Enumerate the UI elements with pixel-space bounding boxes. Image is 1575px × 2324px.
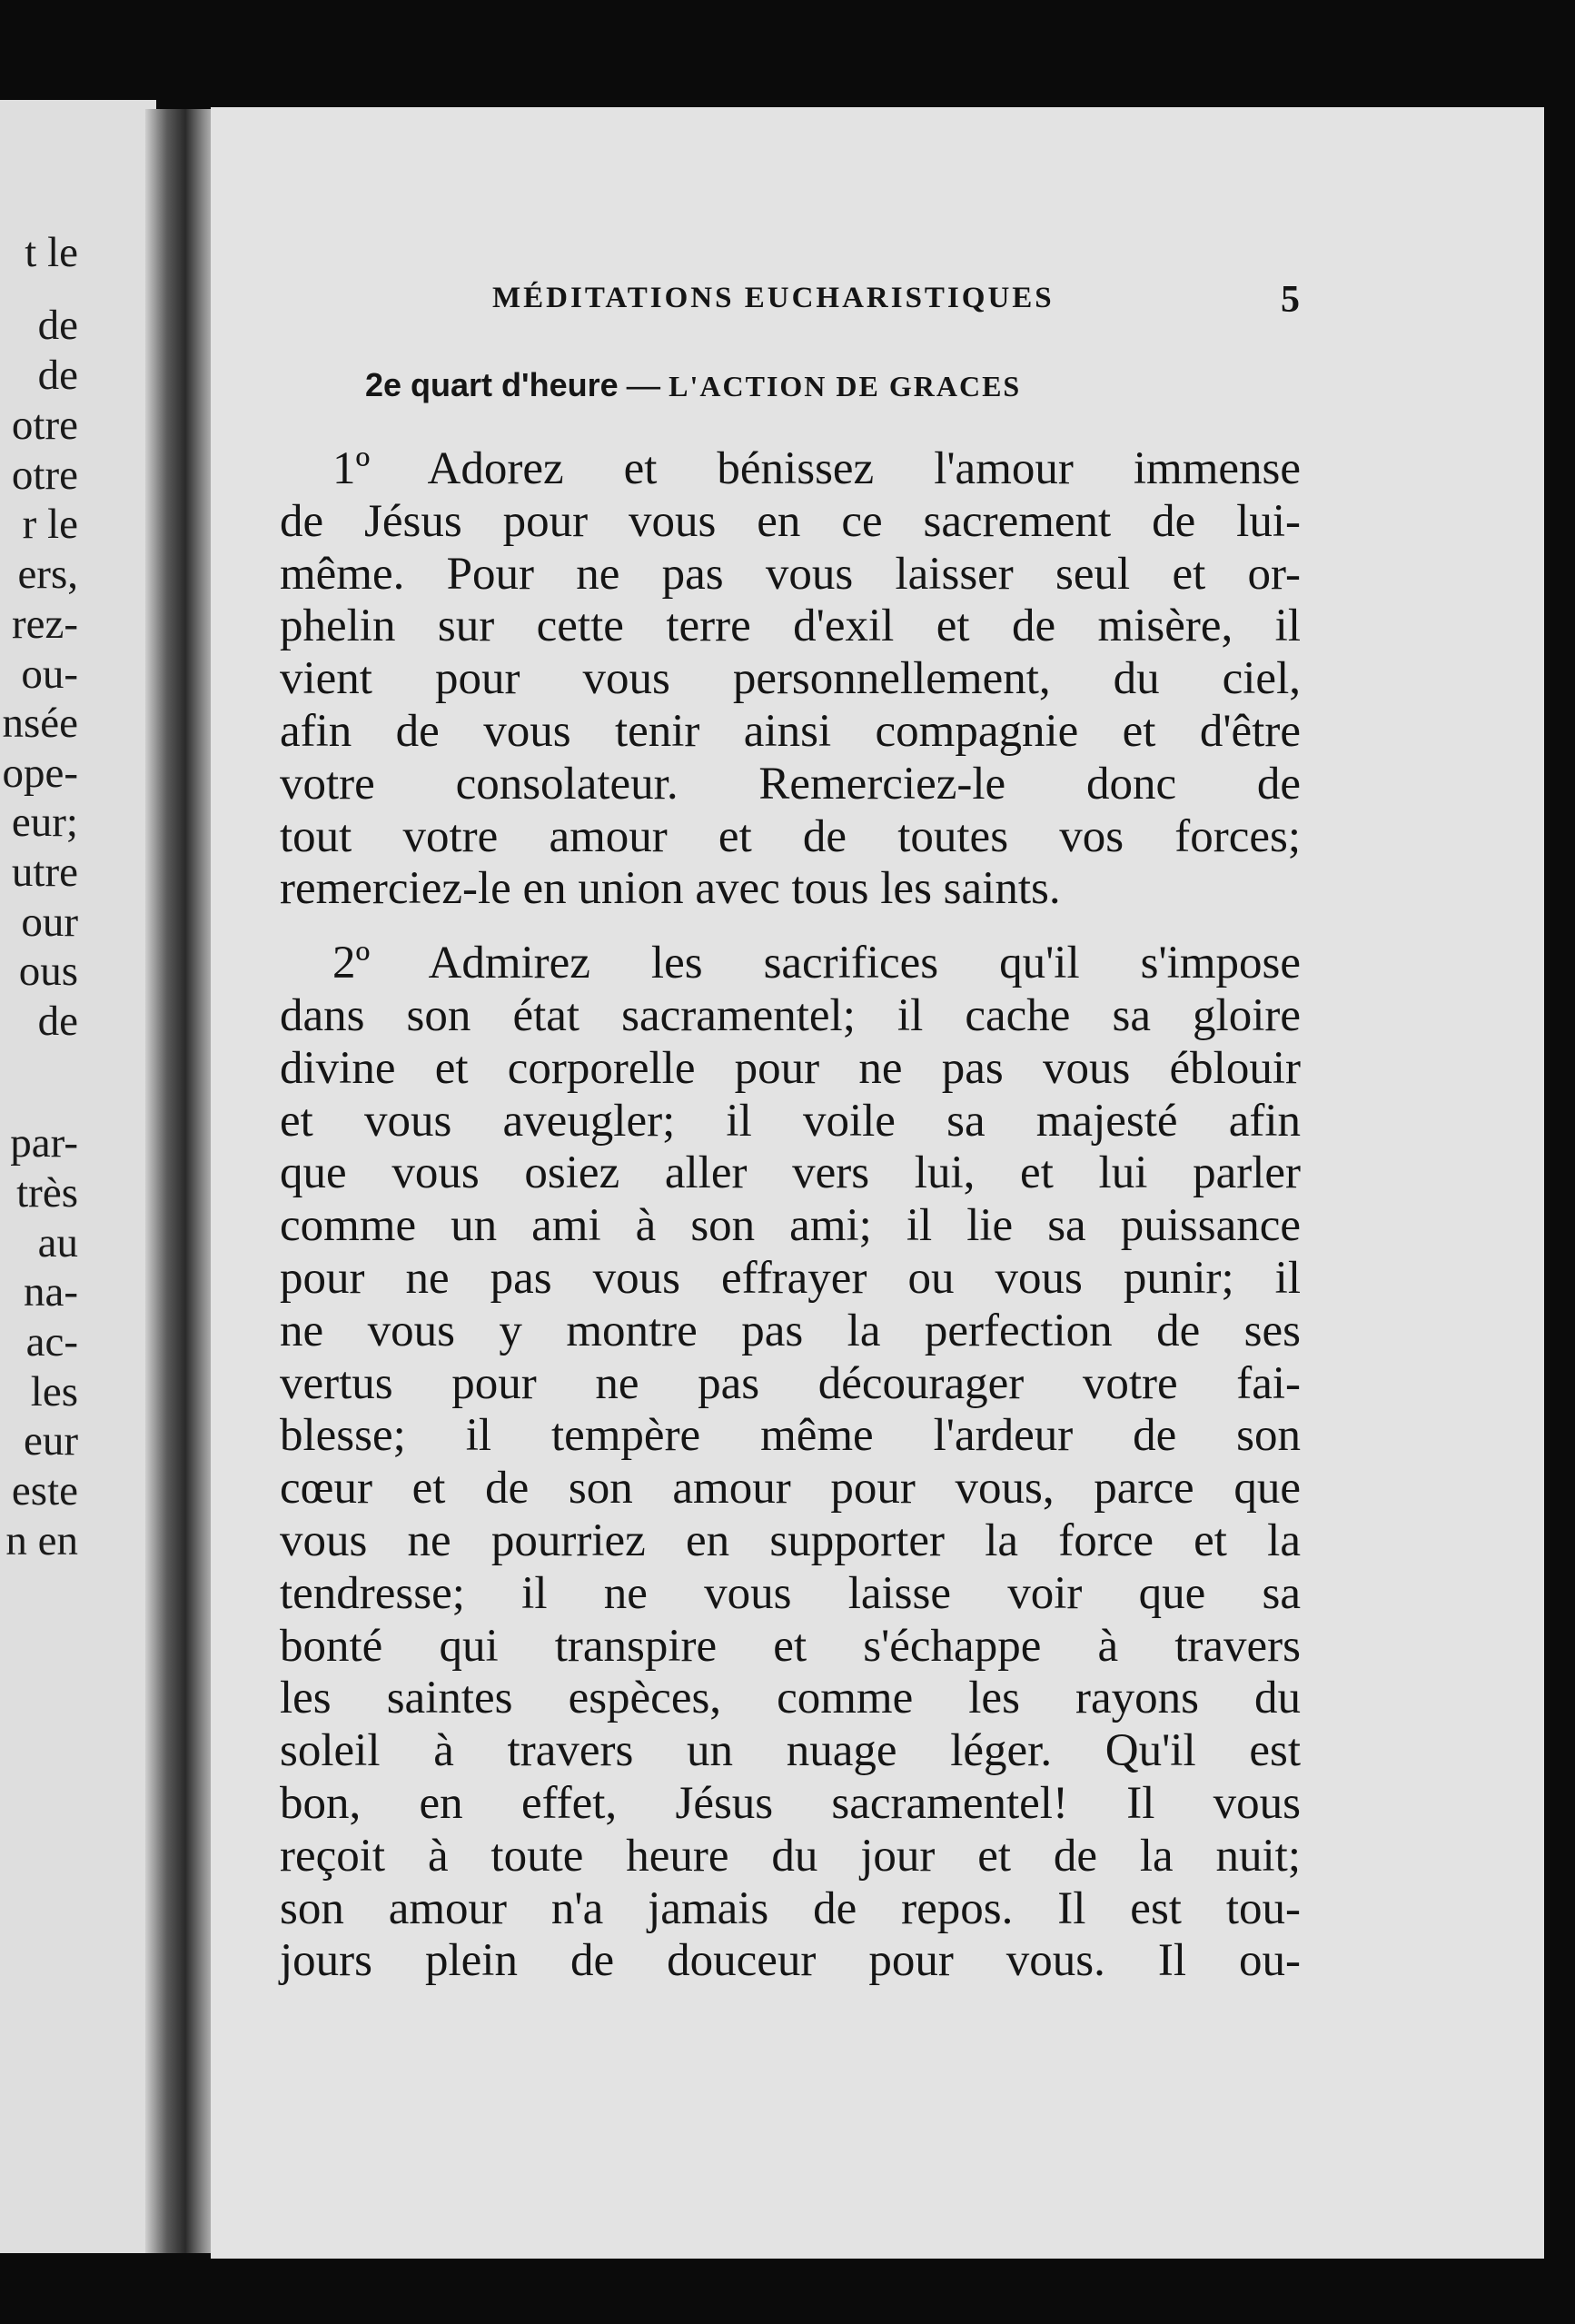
previous-page-fragment: t le (25, 229, 78, 276)
previous-page-fragment: eur (23, 1417, 78, 1465)
text-line: jours plein de douceur pour vous. Il ou- (280, 1935, 1301, 1987)
text-line: tout votre amour et de toutes vos forces; (280, 810, 1301, 862)
previous-page-fragment: de (37, 352, 78, 399)
text-line: soleil à travers un nuage léger. Qu'il est (280, 1725, 1301, 1777)
previous-page-fragment: ac- (25, 1318, 78, 1366)
section-heading (365, 366, 1021, 405)
section-lead: 2e quart d'heure (365, 366, 619, 403)
previous-page-edge (0, 100, 156, 2253)
text-line: les saintes espèces, comme les rayons du (280, 1673, 1301, 1724)
text-line: bonté qui transpire et s'échappe à travers (280, 1620, 1301, 1672)
text-line: pour ne pas vous effrayer ou vous punir; il (280, 1252, 1301, 1304)
text-line: vous ne pourriez en supporter la force et la (280, 1515, 1301, 1566)
text-line: 1º Adorez et bénissez l'amour immense (332, 443, 1301, 494)
text-line: votre consolateur. Remerciez-le donc de (280, 758, 1301, 809)
previous-page-fragment: au (37, 1219, 78, 1266)
previous-page-fragment: rez- (11, 601, 78, 648)
paragraph (280, 938, 1301, 1988)
text-line: dans son état sacramentel; il cache sa gloire (280, 989, 1301, 1041)
text-line: ne vous y montre pas la perfection de ses (280, 1305, 1301, 1356)
previous-page-fragment: les (30, 1368, 78, 1415)
previous-page-fragment: nsée (2, 700, 78, 747)
text-line: cœur et de son amour pour vous, parce que (280, 1463, 1301, 1515)
previous-page-fragment: otre (11, 402, 78, 449)
previous-page-fragment: de (37, 302, 78, 349)
previous-page-fragment: ope- (2, 750, 78, 797)
text-line: comme un ami à son ami; il lie sa puissance (280, 1200, 1301, 1252)
running-head (211, 279, 1544, 327)
previous-page-fragment: ou- (21, 651, 78, 698)
text-line: tendresse; il ne vous laisse voir que sa (280, 1567, 1301, 1619)
previous-page-fragment: eur; (11, 799, 78, 846)
previous-page-fragment: n en (5, 1517, 78, 1564)
book-gutter (145, 109, 218, 2253)
text-line: 2º Admirez les sacrifices qu'il s'impose (332, 938, 1301, 989)
previous-page-fragment: de (37, 998, 78, 1045)
body-text (280, 443, 1301, 2010)
previous-page-fragment: ous (18, 948, 78, 995)
text-line: afin de vous tenir ainsi compagnie et d'être (280, 705, 1301, 757)
text-line: bon, en effet, Jésus sacramentel! Il vous (280, 1777, 1301, 1829)
previous-page-fragment: utre (11, 849, 78, 896)
previous-page-fragment: otre (11, 452, 78, 499)
page-number: 5 (1281, 279, 1300, 321)
text-line: que vous osiez aller vers lui, et lui parler (280, 1147, 1301, 1199)
section-title: L'ACTION DE GRACES (669, 370, 1022, 402)
previous-page-fragment: par- (10, 1119, 78, 1167)
text-line: vertus pour ne pas décourager votre fai- (280, 1357, 1301, 1409)
book-page (211, 107, 1544, 2259)
text-line: blesse; il tempère même l'ardeur de son (280, 1410, 1301, 1462)
running-title: MÉDITATIONS EUCHARISTIQUES (492, 282, 1055, 314)
text-line: vient pour vous personnellement, du ciel, (280, 653, 1301, 705)
previous-page-fragment: our (21, 899, 78, 946)
previous-page-fragment: r le (22, 501, 78, 548)
text-line: son amour n'a jamais de repos. Il est tou- (280, 1882, 1301, 1934)
text-line: et vous aveugler; il voile sa majesté afin (280, 1095, 1301, 1147)
section-dash: — (626, 367, 660, 404)
previous-page-fragment: na- (23, 1268, 78, 1316)
text-line: remerciez-le en union avec tous les saints. (280, 863, 1061, 915)
previous-page-fragment: este (11, 1467, 78, 1515)
text-line: divine et corporelle pour ne pas vous éblouir (280, 1042, 1301, 1094)
previous-page-fragment: ers, (17, 551, 78, 598)
previous-page-fragment: très (16, 1169, 78, 1217)
text-line: phelin sur cette terre d'exil et de misère, il (280, 601, 1301, 652)
text-line: même. Pour ne pas vous laisser seul et or- (280, 548, 1301, 600)
paragraph (280, 443, 1301, 916)
text-line: reçoit à toute heure du jour et de la nuit; (280, 1830, 1301, 1882)
text-line: de Jésus pour vous en ce sacrement de lui- (280, 495, 1301, 547)
